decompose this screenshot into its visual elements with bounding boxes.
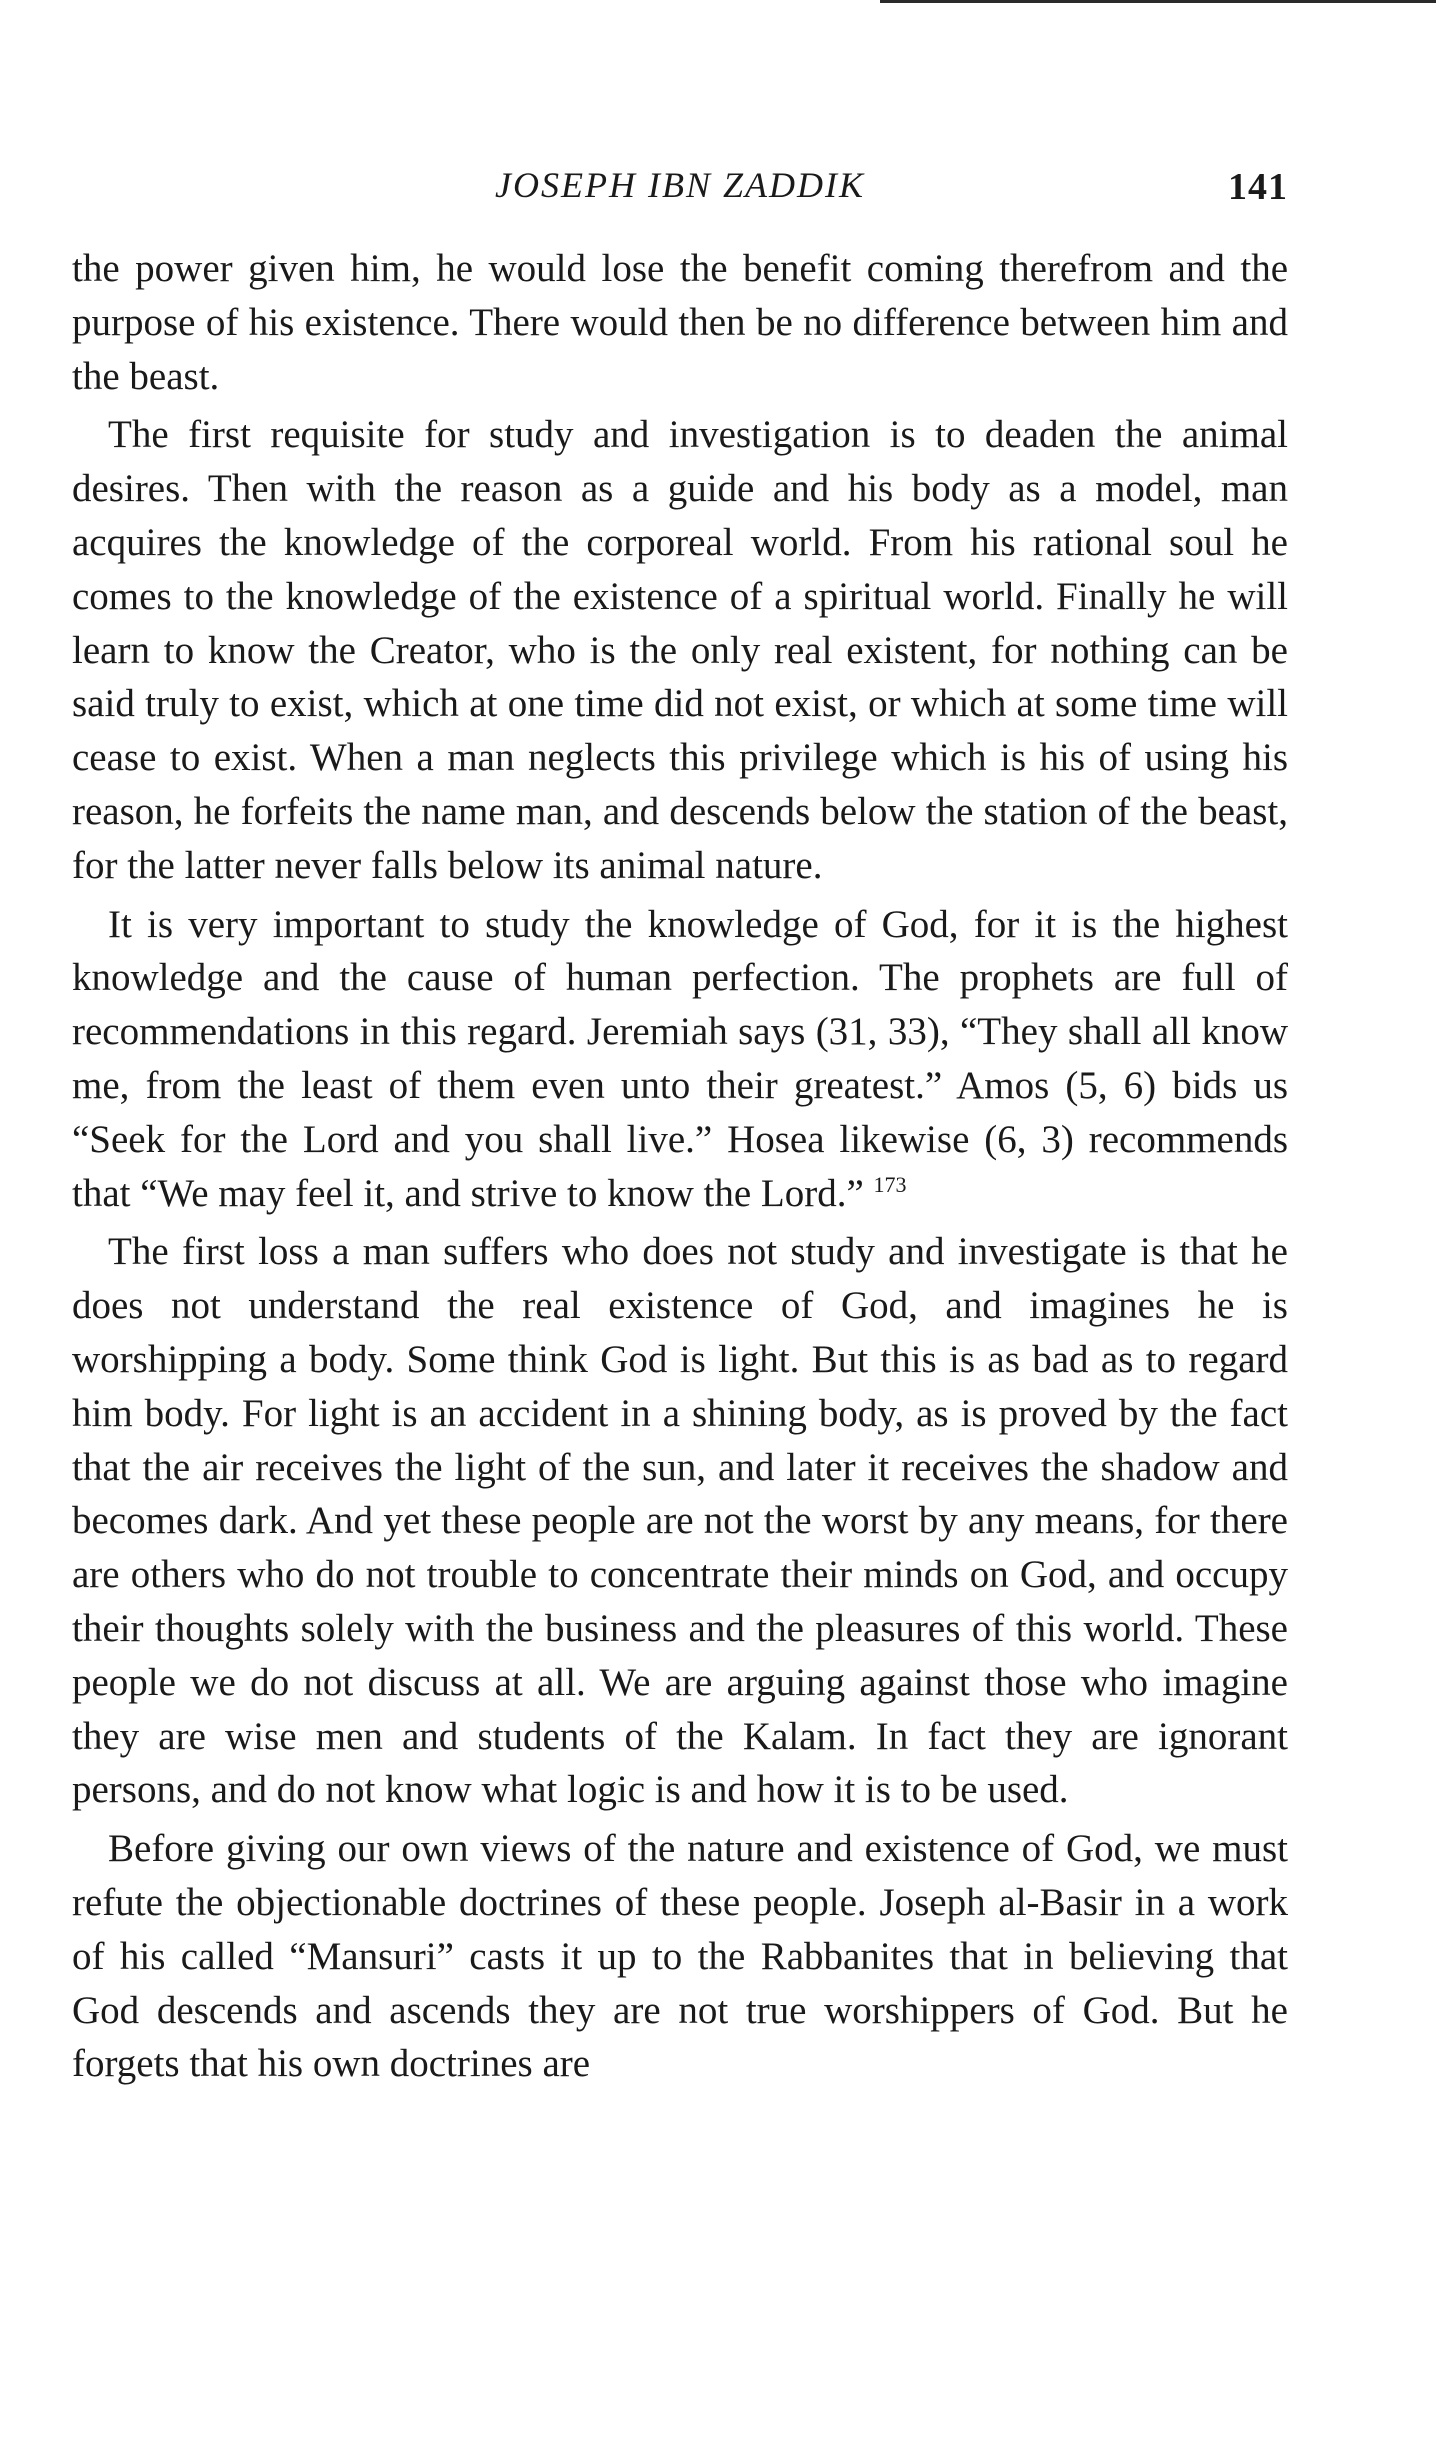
top-edge-rule [880,0,1436,3]
paragraph-text: The first requisite for study and investigation is to deaden the animal desires. Then with the reason as a guide and his body as a model, man acquires the knowledge of the corporeal world. From his rational soul he comes to the knowledge of the existence of a spiritual world. Finally he will learn to know the Creator, who is the only real existent, for nothing can be said truly to exist, which at one time did not exist, or which at some time will cease to exist. When a man neglects this privilege which is his of using his reason, he forfeits the name man, and descends below the station of the beast, for the latter never falls below its animal nature. [72,413,1288,887]
paragraph [72,898,1288,1221]
paragraph-text: the power given him, he would lose the benefit coming therefrom and the purpose of his existence. There would then be no difference between him and the beast. [72,247,1288,398]
paragraph [72,1225,1288,1817]
paragraph [72,408,1288,892]
running-title: JOSEPH IBN ZADDIK [495,165,865,205]
paragraph-text: The first loss a man suffers who does not study and investigate is that he does not understand the real existence of God, and imagines he is worshipping a body. Some think God is light. But this is as bad as to regard him body. For light is an accident in a shining body, as is proved by the fact that the air receives the light of the sun, and later it receives the shadow and becomes dark. And yet these people are not the worst by any means, for there are others who do not trouble to concentrate their minds on God, and occupy their thoughts solely with the business and the pleasures of this world. These people we do not discuss at all. We are arguing against those who imagine they are wise men and students of the Kalam. In fact they are ignorant persons, and do not know what logic is and how it is to be used. [72,1230,1288,1812]
page-number: 141 [1228,166,1288,208]
body-text [72,242,1288,2096]
footnote-reference: 173 [873,1171,907,1197]
paragraph [72,1822,1288,2091]
paragraph-text: Before giving our own views of the nature and existence of God, we must refute the objectionable doctrines of these people. Joseph al-Basir in a work of his called “Mansuri” casts it up to the Rabbanites that in believing that God descends and ascends they are not true worshippers of God. But he forgets that his own doctrines are [72,1827,1288,2086]
paragraph-continued [72,242,1288,403]
page-header [72,160,1288,210]
paragraph-text: It is very important to study the knowledge of God, for it is the highest knowledge and the cause of human perfection. The prophets are full of recommendations in this regard. Jeremiah says (31, 33), “They shall all know me, from the least of them even unto their greatest.” Amos (5, 6) bids us “Seek for the Lord and you shall live.” Hosea likewise (6, 3) recommends that “We may feel it, and strive to know the Lord.” [72,902,1288,1215]
